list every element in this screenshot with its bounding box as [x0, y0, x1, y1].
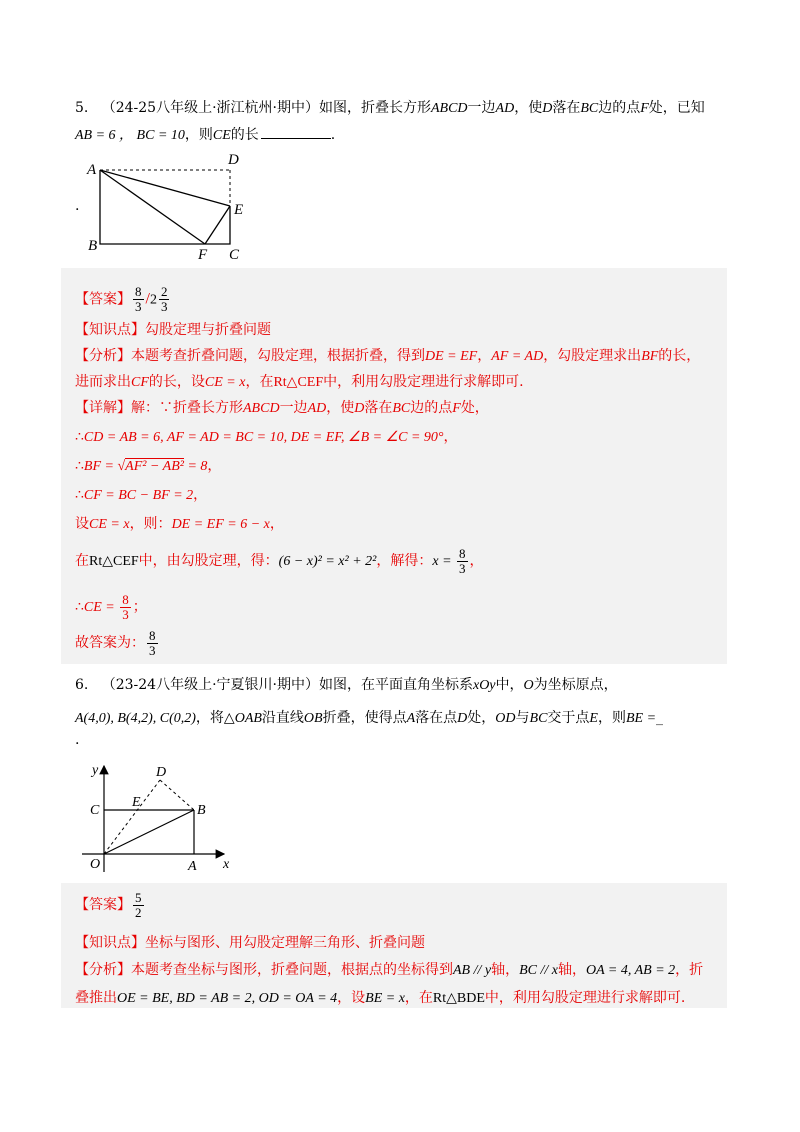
q6-label-C: C — [90, 803, 100, 818]
q6-knowledge: 坐标与图形、用勾股定理解三角形、折叠问题 — [145, 935, 425, 951]
q5-detail-line-4: ∴CF = BC − BF = 2， — [75, 487, 208, 503]
q5-given: AB = 6 ， BC = 10 — [75, 128, 185, 143]
q6-label-y: y — [92, 763, 99, 778]
q5-answer-mixed-frac: $\frac{2}{3}$ — [160, 284, 168, 314]
q5-label-F: F — [198, 247, 208, 262]
q6-label-x: x — [223, 857, 230, 872]
q6-label-D: D — [156, 765, 167, 780]
q6-stem-dot: . — [75, 732, 80, 748]
q5-detail-line-8: 故答案为： $\frac{8}{3}$ — [75, 627, 156, 658]
q5-knowledge: 勾股定理与折叠问题 — [145, 322, 271, 338]
q5-stem-line-1: 5. （24-25八年级上·浙江杭州·期中）如图，折叠长方形ABCD一边AD，使D落在BC边的点F处，已知 — [75, 100, 705, 116]
q6-stem-line-1: 6. （23-24八年级上·宁夏银川·期中）如图，在平面直角坐标系xOy中，O为坐标原点， — [75, 677, 618, 693]
q5-fold-FE — [205, 206, 230, 244]
q5-rect-left-bottom — [100, 170, 230, 244]
q6-answer-line — [75, 890, 728, 920]
q5-answer-label: 【答案】 — [75, 291, 131, 308]
q5-answer-blank — [261, 124, 331, 139]
q5-detail-line-5: 设CE = x，则：DE = EF = 6 − x， — [75, 516, 284, 532]
q5-label-D: D — [228, 152, 239, 168]
q6-figure — [82, 760, 242, 875]
q5-label-B: B — [88, 238, 98, 254]
q5-label-E: E — [234, 202, 244, 218]
q6-label-O: O — [90, 857, 101, 872]
q6-segment-OD — [104, 780, 160, 854]
q5-detail-label: 【详解】 — [75, 400, 131, 416]
q6-analysis-label: 【分析】 — [75, 962, 131, 978]
q6-number: 6. — [75, 677, 89, 693]
q5-source: （24-25八年级上·浙江杭州·期中） — [101, 100, 319, 116]
q6-knowledge-label: 【知识点】 — [75, 935, 145, 951]
q5-analysis-line-1: 【分析】本题考查折叠问题，勾股定理，根据折叠，得到DE = EF，AF = AD，勾股定理求出BF的长， — [75, 348, 701, 364]
q5-fold-AE — [100, 170, 230, 206]
q6-answer-frac: $\frac{5}{2}$ — [135, 889, 142, 920]
q6-analysis-line-2: 叠推出OE = BE, BD = AB = 2, OD = OA = 4，设BE = x，在Rt△BDE中，利用勾股定理进行求解即可. — [75, 990, 686, 1006]
q5-detail-line-3: ∴BF = √AF² − AB² = 8， — [75, 458, 222, 474]
q5-number: 5. — [75, 100, 89, 116]
q5-knowledge-line — [75, 320, 728, 340]
q5-detail-line-6: 在Rt△CEF中，由勾股定理，得：(6 − x)² = x² + 2²，解得：x = $\frac{8}{3}$ ， — [75, 545, 484, 576]
q5-answer-frac: $\frac{8}{3}$ — [135, 284, 142, 314]
q6-segment-DB — [160, 780, 194, 810]
q6-source: （23-24八年级上·宁夏银川·期中） — [101, 677, 319, 693]
q6-stem-line-2: A(4,0), B(4,2), C(0,2)，将△OAB沿直线OB折叠，使得点A落在点D处，OD与BC交于点E，则BE =_ — [75, 710, 664, 726]
q5-knowledge-label: 【知识点】 — [75, 322, 145, 338]
q6-knowledge-line — [75, 933, 728, 953]
q5-stem-line-2: AB = 6 ， BC = 10，则CE的长 . — [75, 124, 728, 146]
q6-segment-OB — [104, 810, 194, 854]
q6-analysis-line-1: 【分析】本题考查坐标与图形，折叠问题，根据点的坐标得到AB // y轴，BC // x轴，OA = 4, AB = 2，折 — [75, 962, 704, 978]
q5-fold-AF — [100, 170, 205, 244]
q5-answer-line: 【答案】 $\frac{8}{3}$ /2 $\frac{2}{3}$ — [75, 284, 168, 314]
q5-figure-dot: . — [75, 198, 80, 214]
q6-label-A: A — [188, 859, 197, 874]
q5-figure — [85, 150, 255, 262]
q6-label-E: E — [132, 795, 141, 810]
q5-detail-line-7: ∴CE = $\frac{8}{3}$ ； — [75, 591, 147, 622]
q5-analysis-label: 【分析】 — [75, 348, 131, 364]
q5-detail-line-1: 【详解】解：∵折叠长方形ABCD一边AD，使D落在BC边的点F处， — [75, 400, 489, 416]
q6-label-B: B — [197, 803, 206, 818]
q6-answer-label: 【答案】 — [75, 897, 131, 913]
q5-analysis-line-2: 进而求出CF的长，设CE = x，在Rt△CEF中，利用勾股定理进行求解即可. — [75, 374, 524, 390]
q5-detail-line-2: ∴CD = AB = 6, AF = AD = BC = 10, DE = EF, ∠B = ∠C = 90°， — [75, 429, 458, 445]
q5-label-C: C — [229, 247, 240, 262]
q5-label-A: A — [87, 162, 97, 178]
